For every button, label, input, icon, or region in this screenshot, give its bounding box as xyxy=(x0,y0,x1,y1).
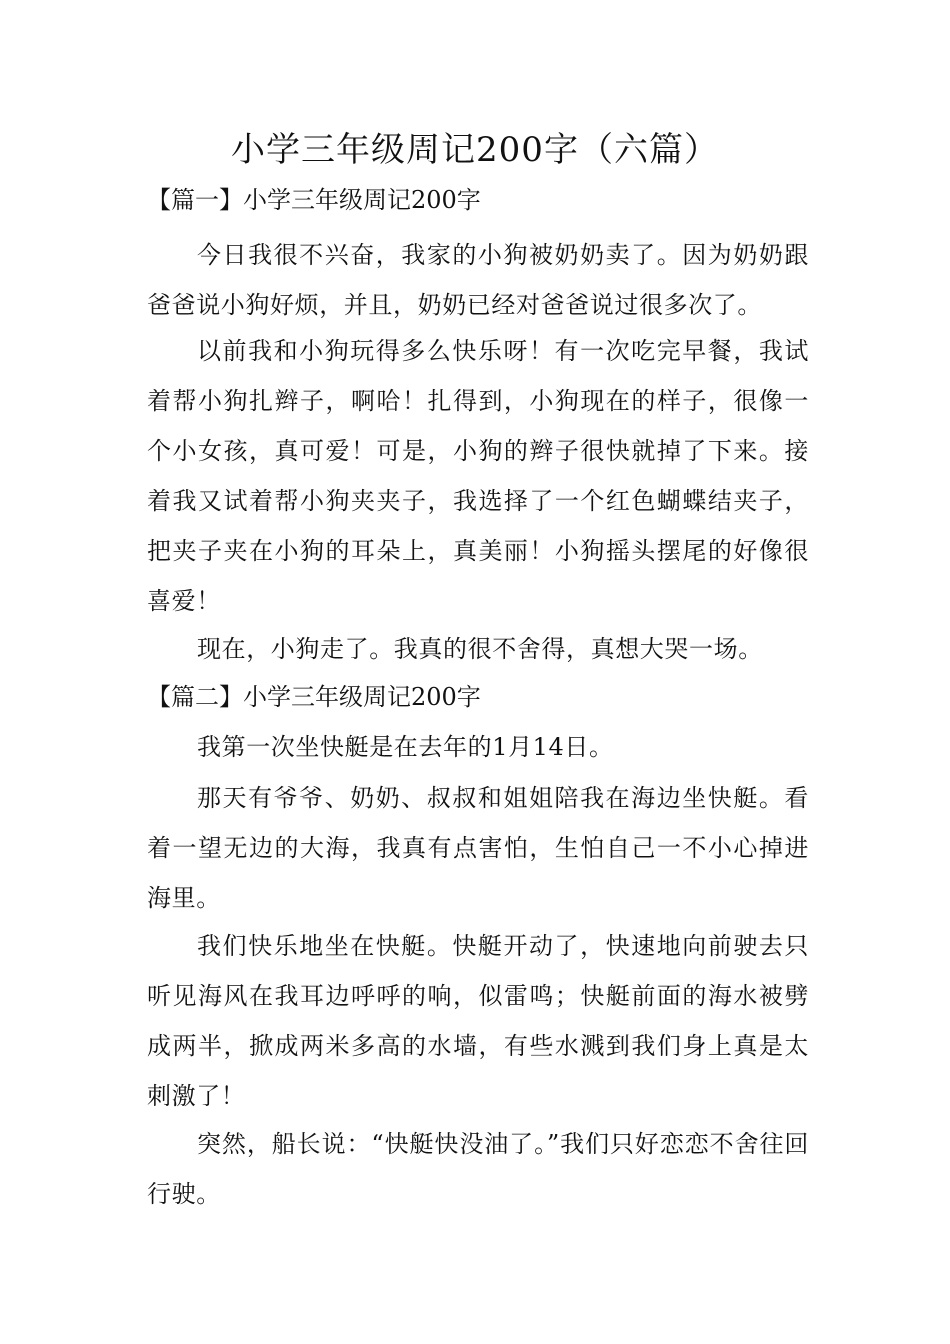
section-heading: 【篇二】小学三年级周记200字 xyxy=(147,683,481,711)
paragraph: 现在，小狗走了。我真的很不舍得，真想大哭一场。 xyxy=(197,635,763,663)
paragraph: 突然，船长说：“快艇快没油了。”我们只好恋恋不舍往回行驶。 xyxy=(147,1130,809,1208)
section-heading: 【篇一】小学三年级周记200字 xyxy=(147,186,481,214)
paragraph: 今日我很不兴奋，我家的小狗被奶奶卖了。因为奶奶跟爸爸说小狗好烦，并且，奶奶已经对爸爸说过很多次了。 xyxy=(147,241,809,319)
paragraph: 那天有爷爷、奶奶、叔叔和姐姐陪我在海边坐快艇。看着一望无边的大海，我真有点害怕，生怕自己一不小心掉进海里。 xyxy=(147,784,809,912)
paragraph: 我第一次坐快艇是在去年的1月14日。 xyxy=(197,733,614,761)
paragraph: 以前我和小狗玩得多么快乐呀！有一次吃完早餐，我试着帮小狗扎辫子，啊哈！扎得到，小狗现在的样子，很像一个小女孩，真可爱！可是，小狗的辫子很快就掉了下来。接着我又试着帮小狗夹夹子，我选择了一个红色蝴蝶结夹子，把夹子夹在小狗的耳朵上，真美丽！小狗摇头摆尾的好像很喜爱！ xyxy=(147,337,809,615)
paragraph: 我们快乐地坐在快艇。快艇开动了，快速地向前驶去只听见海风在我耳边呼呼的响，似雷鸣；快艇前面的海水被劈成两半，掀成两米多高的水墙，有些水溅到我们身上真是太刺激了！ xyxy=(147,932,809,1110)
document-title: 小学三年级周记200字（六篇） xyxy=(231,130,719,170)
